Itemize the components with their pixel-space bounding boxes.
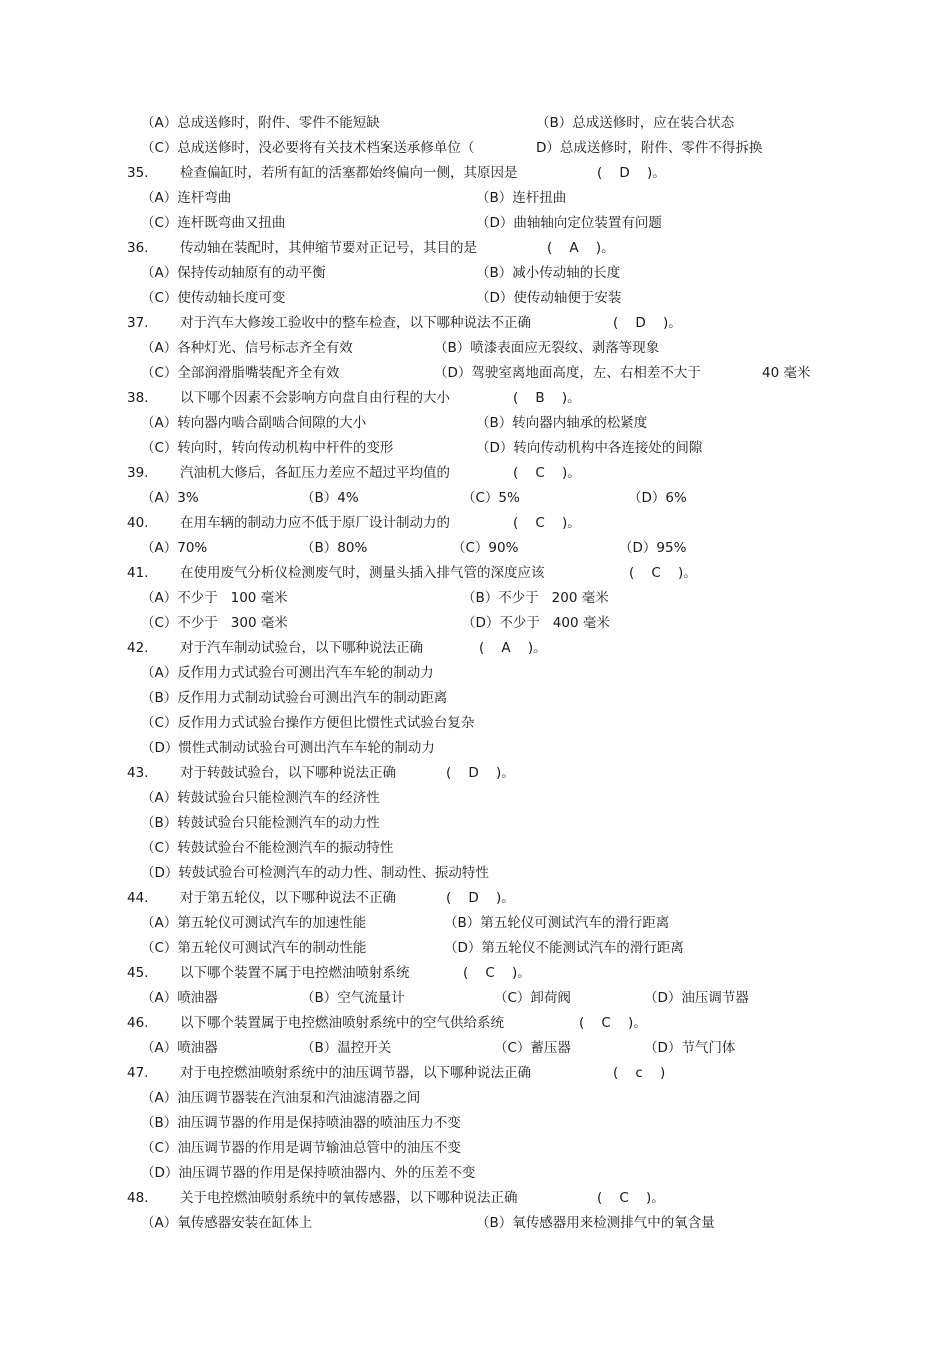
- text-segment: （D）转向传动机构中各连接处的间隙: [476, 440, 703, 456]
- text-line: [0, 462, 950, 484]
- text-segment: （B）喷漆表面应无裂纹、剥落等现象: [434, 340, 660, 356]
- text-line: [0, 512, 950, 534]
- text-segment: ( B )。: [513, 390, 581, 406]
- text-segment: （A）保持传动轴原有的动平衡: [141, 265, 326, 281]
- text-segment: 45.: [127, 965, 149, 981]
- text-line: [0, 1187, 950, 1209]
- text-segment: 汽油机大修后，各缸压力差应不超过平均值的: [180, 465, 450, 481]
- text-line: [0, 412, 950, 434]
- text-segment: （B）空气流量计: [301, 990, 405, 1006]
- text-segment: （D）95%: [619, 540, 687, 556]
- text-segment: （A）3%: [141, 490, 199, 506]
- text-segment: （D）惯性式制动试验台可测出汽车车轮的制动力: [141, 740, 435, 756]
- text-line: [0, 662, 950, 684]
- text-line: [0, 812, 950, 834]
- text-segment: 39.: [127, 465, 149, 481]
- text-segment: 以下哪个装置属于电控燃油喷射系统中的空气供给系统: [180, 1015, 504, 1031]
- text-segment: 对于电控燃油喷射系统中的油压调节器，以下哪种说法正确: [180, 1065, 531, 1081]
- text-line: [0, 1137, 950, 1159]
- text-segment: 检查偏缸时，若所有缸的活塞都始终偏向一侧，其原因是: [180, 165, 518, 181]
- text-segment: （C）总成送修时，没必要将有关技术档案送承修单位（: [141, 140, 475, 156]
- text-segment: （C）全部润滑脂嘴装配齐全有效: [141, 365, 340, 381]
- text-segment: ( C )。: [463, 965, 531, 981]
- text-segment: （A）总成送修时，附件、零件不能短缺: [141, 115, 380, 131]
- text-segment: D）总成送修时，附件、零件不得拆换: [536, 140, 763, 156]
- text-line: [0, 612, 950, 634]
- text-line: [0, 287, 950, 309]
- text-segment: （B）80%: [301, 540, 368, 556]
- text-line: [0, 262, 950, 284]
- text-line: [0, 362, 950, 384]
- text-line: [0, 937, 950, 959]
- text-line: [0, 987, 950, 1009]
- text-line: [0, 1162, 950, 1184]
- text-segment: ( C )。: [597, 1190, 665, 1206]
- text-segment: （A）转鼓试验台只能检测汽车的经济性: [141, 790, 380, 806]
- text-segment: （B）油压调节器的作用是保持喷油器的喷油压力不变: [141, 1115, 461, 1131]
- text-segment: 41.: [127, 565, 149, 581]
- text-segment: （C）转向时，转向传动机构中杆件的变形: [141, 440, 394, 456]
- text-segment: ( C )。: [513, 515, 581, 531]
- text-segment: （A）氧传感器安装在缸体上: [141, 1215, 313, 1231]
- text-segment: （C）不少于 300 毫米: [141, 615, 288, 631]
- text-line: [0, 862, 950, 884]
- text-segment: （B）转鼓试验台只能检测汽车的动力性: [141, 815, 380, 831]
- text-line: [0, 487, 950, 509]
- text-segment: （A）不少于 100 毫米: [141, 590, 288, 606]
- text-line: [0, 1087, 950, 1109]
- text-segment: ( C )。: [513, 465, 581, 481]
- text-segment: （A）喷油器: [141, 1040, 218, 1056]
- text-line: [0, 1012, 950, 1034]
- text-segment: 44.: [127, 890, 149, 906]
- text-line: [0, 637, 950, 659]
- text-segment: 在用车辆的制动力应不低于原厂设计制动力的: [180, 515, 450, 531]
- text-line: [0, 387, 950, 409]
- text-segment: （D）6%: [628, 490, 687, 506]
- text-line: [0, 437, 950, 459]
- text-line: [0, 737, 950, 759]
- text-segment: （B）第五轮仪可测试汽车的滑行距离: [444, 915, 670, 931]
- text-segment: ( D )。: [446, 765, 515, 781]
- text-line: [0, 687, 950, 709]
- text-segment: （D）不少于 400 毫米: [462, 615, 610, 631]
- text-segment: （A）喷油器: [141, 990, 218, 1006]
- text-segment: （D）节气门体: [644, 1040, 736, 1056]
- text-line: [0, 912, 950, 934]
- text-line: [0, 337, 950, 359]
- text-segment: 43.: [127, 765, 149, 781]
- text-line: [0, 162, 950, 184]
- text-segment: （B）氧传感器用来检测排气中的氧含量: [476, 1215, 715, 1231]
- text-segment: （D）油压调节器: [644, 990, 749, 1006]
- text-segment: （B）转向器内轴承的松紧度: [476, 415, 648, 431]
- text-segment: （C）使传动轴长度可变: [141, 290, 286, 306]
- text-segment: （B）温控开关: [301, 1040, 392, 1056]
- text-segment: （D）使传动轴便于安装: [476, 290, 622, 306]
- text-segment: （D）第五轮仪不能测试汽车的滑行距离: [444, 940, 684, 956]
- text-line: [0, 1212, 950, 1234]
- text-line: [0, 962, 950, 984]
- text-line: [0, 762, 950, 784]
- text-segment: （C）第五轮仪可测试汽车的制动性能: [141, 940, 367, 956]
- text-line: [0, 562, 950, 584]
- text-segment: （D）曲轴轴向定位装置有问题: [476, 215, 662, 231]
- text-segment: ( A )。: [479, 640, 547, 656]
- text-segment: 对于转鼓试验台，以下哪种说法正确: [180, 765, 396, 781]
- text-segment: 以下哪个因素不会影响方向盘自由行程的大小: [180, 390, 450, 406]
- text-segment: （C）转鼓试验台不能检测汽车的振动特性: [141, 840, 394, 856]
- text-segment: 对于汽车制动试验台，以下哪种说法正确: [180, 640, 423, 656]
- text-segment: （A）油压调节器装在汽油泵和汽油滤清器之间: [141, 1090, 421, 1106]
- text-segment: ( C )。: [629, 565, 697, 581]
- text-segment: （C）反作用力式试验台操作方便但比惯性式试验台复杂: [141, 715, 475, 731]
- text-segment: （A）第五轮仪可测试汽车的加速性能: [141, 915, 367, 931]
- text-line: [0, 212, 950, 234]
- text-segment: 以下哪个装置不属于电控燃油喷射系统: [180, 965, 410, 981]
- text-segment: （C）卸荷阀: [494, 990, 571, 1006]
- text-segment: 48.: [127, 1190, 149, 1206]
- text-segment: 传动轴在装配时，其伸缩节要对正记号，其目的是: [180, 240, 477, 256]
- text-segment: （A）反作用力式试验台可测出汽车车轮的制动力: [141, 665, 434, 681]
- text-segment: 对于汽车大修竣工验收中的整车检查，以下哪种说法不正确: [180, 315, 531, 331]
- text-segment: （C）连杆既弯曲又扭曲: [141, 215, 286, 231]
- text-segment: 40.: [127, 515, 149, 531]
- text-segment: （A）转向器内啮合副啮合间隙的大小: [141, 415, 367, 431]
- text-line: [0, 537, 950, 559]
- text-segment: （C）蓄压器: [494, 1040, 571, 1056]
- text-line: [0, 1062, 950, 1084]
- text-segment: （C）90%: [452, 540, 519, 556]
- text-segment: （B）连杆扭曲: [476, 190, 567, 206]
- text-segment: ( D )。: [597, 165, 666, 181]
- text-line: [0, 712, 950, 734]
- text-segment: ( c ): [613, 1065, 666, 1081]
- text-segment: 对于第五轮仪，以下哪种说法不正确: [180, 890, 396, 906]
- text-segment: （A）连杆弯曲: [141, 190, 232, 206]
- text-segment: （D）转鼓试验台可检测汽车的动力性、制动性、振动特性: [141, 865, 489, 881]
- text-segment: （D）驾驶室离地面高度，左、右相差不大于: [434, 365, 701, 381]
- text-segment: （C）5%: [462, 490, 520, 506]
- text-segment: （B）不少于 200 毫米: [462, 590, 609, 606]
- text-line: [0, 787, 950, 809]
- text-segment: ( C )。: [579, 1015, 647, 1031]
- text-segment: 47.: [127, 1065, 149, 1081]
- text-segment: （A）各种灯光、信号标志齐全有效: [141, 340, 353, 356]
- text-segment: 46.: [127, 1015, 149, 1031]
- text-segment: （B）4%: [301, 490, 359, 506]
- text-line: [0, 112, 950, 134]
- text-line: [0, 187, 950, 209]
- text-line: [0, 237, 950, 259]
- text-line: [0, 1037, 950, 1059]
- text-segment: 关于电控燃油喷射系统中的氧传感器，以下哪种说法正确: [180, 1190, 518, 1206]
- text-segment: ( D )。: [613, 315, 682, 331]
- text-segment: （B）反作用力式制动试验台可测出汽车的制动距离: [141, 690, 448, 706]
- text-segment: 35.: [127, 165, 149, 181]
- text-line: [0, 587, 950, 609]
- text-line: [0, 137, 950, 159]
- text-segment: （B）总成送修时，应在装合状态: [536, 115, 735, 131]
- text-segment: （B）减小传动轴的长度: [476, 265, 621, 281]
- text-segment: （C）油压调节器的作用是调节输油总管中的油压不变: [141, 1140, 461, 1156]
- text-segment: 38.: [127, 390, 149, 406]
- text-line: [0, 837, 950, 859]
- text-segment: 在使用废气分析仪检测废气时，测量头插入排气管的深度应该: [180, 565, 545, 581]
- text-line: [0, 887, 950, 909]
- text-segment: ( A )。: [547, 240, 615, 256]
- text-segment: 42.: [127, 640, 149, 656]
- text-line: [0, 1112, 950, 1134]
- text-segment: （D）油压调节器的作用是保持喷油器内、外的压差不变: [141, 1165, 476, 1181]
- text-line: [0, 312, 950, 334]
- text-segment: 36.: [127, 240, 149, 256]
- text-segment: 37.: [127, 315, 149, 331]
- text-segment: 40 毫米: [762, 365, 811, 381]
- text-segment: （A）70%: [141, 540, 208, 556]
- text-segment: ( D )。: [446, 890, 515, 906]
